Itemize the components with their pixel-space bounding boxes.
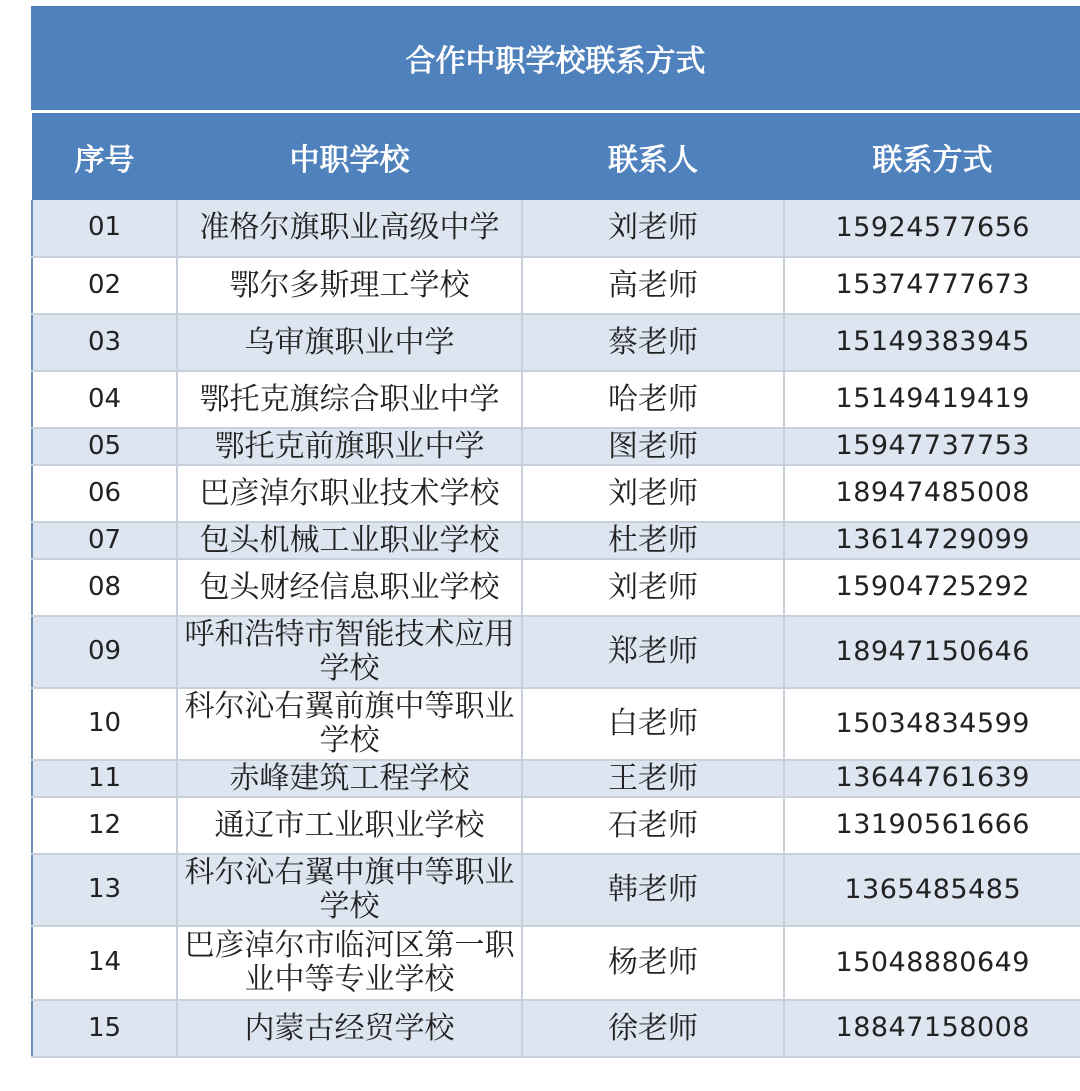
row-number-text: 10 [87,708,122,739]
contact-person-text: 图老师 [608,428,698,464]
contact-person-text: 韩老师 [608,872,698,908]
contact-person [522,428,784,465]
contact-person [522,314,784,371]
school-name [177,797,522,854]
contact-phone-text: 15034834599 [835,707,1030,739]
contact-person-text: 哈老师 [608,381,698,417]
school-name-text: 内蒙古经贸学校 [244,1010,455,1046]
school-name-text: 鄂托克旗综合职业中学 [199,381,500,417]
row-number [32,616,177,688]
row-number-text: 09 [87,636,122,667]
row-number-text: 11 [87,762,122,793]
school-name [177,1000,522,1057]
contact-phone-text: 15947737753 [835,430,1030,462]
school-name [177,760,522,797]
contact-person-text: 刘老师 [608,475,698,511]
contact-phone [784,559,1080,616]
school-name [177,371,522,428]
school-name-text: 科尔沁右翼中旗中等职业学校 [184,855,515,924]
contact-person [522,616,784,688]
table-row [32,465,1080,522]
contact-person-text: 徐老师 [608,1010,698,1046]
contact-person [522,688,784,760]
table-body [32,200,1080,1057]
contact-phone-text: 1365485485 [844,873,1022,905]
school-name-text: 包头财经信息职业学校 [199,569,500,605]
table-title: 合作中职学校联系方式 [31,6,1080,113]
contact-phone [784,1000,1080,1057]
header-school: 中职学校 [177,113,522,200]
contact-phone-text: 13644761639 [835,762,1030,794]
school-name-text: 鄂尔多斯理工学校 [229,267,470,303]
school-name-text: 科尔沁右翼前旗中等职业学校 [184,689,515,758]
contact-person-text: 刘老师 [608,210,698,246]
row-number-text: 08 [87,571,122,602]
row-number [32,926,177,1000]
row-number-text: 15 [87,1012,122,1043]
contact-person [522,760,784,797]
contact-phone-text: 13614729099 [835,524,1030,556]
contact-phone [784,257,1080,314]
row-number [32,522,177,559]
contact-phone-text: 15048880649 [835,946,1030,978]
school-name-text: 包头机械工业职业学校 [199,522,500,558]
table-row [32,314,1080,371]
row-number-text: 04 [87,383,122,414]
row-number [32,371,177,428]
contact-phone-text: 15904725292 [835,571,1030,603]
contact-phone [784,616,1080,688]
contact-person [522,200,784,257]
contact-phone [784,688,1080,760]
school-name [177,314,522,371]
contact-person [522,257,784,314]
school-name [177,616,522,688]
contact-phone-text: 13190561666 [835,809,1030,841]
row-number-text: 02 [87,269,122,300]
row-number [32,760,177,797]
row-number [32,257,177,314]
row-number [32,428,177,465]
header-contact-phone: 联系方式 [784,113,1080,200]
contact-person [522,926,784,1000]
school-name-text: 巴彦淖尔市临河区第一职业中等专业学校 [184,928,515,997]
table-row [32,257,1080,314]
contact-person-text: 杨老师 [608,945,698,981]
contact-person [522,559,784,616]
contact-phone [784,314,1080,371]
table-row [32,371,1080,428]
school-name-text: 准格尔旗职业高级中学 [199,210,500,246]
contact-person-text: 杜老师 [608,522,698,558]
school-name [177,688,522,760]
row-number [32,1000,177,1057]
school-name [177,428,522,465]
table-row [32,200,1080,257]
contact-person-text: 蔡老师 [608,324,698,360]
school-name [177,926,522,1000]
contact-phone-text: 15924577656 [835,211,1030,243]
table-row [32,559,1080,616]
school-name-text: 通辽市工业职业学校 [214,807,485,843]
contact-person-text: 石老师 [608,807,698,843]
contact-phone [784,760,1080,797]
contact-phone-text: 18947150646 [835,635,1030,667]
table-row [32,854,1080,926]
row-number [32,200,177,257]
contact-person [522,1000,784,1057]
contact-person [522,522,784,559]
row-number-text: 07 [87,524,122,555]
header-contact-person: 联系人 [522,113,784,200]
contact-person [522,371,784,428]
contact-phone [784,522,1080,559]
row-number-text: 14 [87,947,122,978]
school-name [177,559,522,616]
contact-phone-text: 18847158008 [835,1012,1030,1044]
row-number-text: 06 [87,477,122,508]
school-name-text: 鄂托克前旗职业中学 [214,428,485,464]
row-number [32,688,177,760]
contact-phone-text: 15374777673 [835,269,1030,301]
row-number [32,465,177,522]
contact-person-text: 刘老师 [608,569,698,605]
header-number: 序号 [32,113,177,200]
table-row [32,797,1080,854]
row-number [32,559,177,616]
school-name-text: 赤峰建筑工程学校 [229,760,470,796]
contact-person-text: 高老师 [608,267,698,303]
school-name-text: 呼和浩特市智能技术应用学校 [184,617,515,686]
contact-person [522,465,784,522]
row-number-text: 12 [87,809,122,840]
school-name [177,200,522,257]
row-number [32,314,177,371]
table-row [32,1000,1080,1057]
contact-person-text: 王老师 [608,760,698,796]
contact-phone [784,428,1080,465]
contact-phone-text: 18947485008 [835,477,1030,509]
contact-table-container [31,6,1080,1058]
school-name-text: 巴彦淖尔职业技术学校 [199,475,500,511]
row-number-text: 13 [87,874,122,905]
school-name [177,854,522,926]
table-row [32,688,1080,760]
contact-phone-text: 15149383945 [835,326,1030,358]
row-number-text: 01 [87,212,122,243]
contact-person [522,854,784,926]
contact-person-text: 白老师 [608,706,698,742]
table-row [32,428,1080,465]
table-row [32,926,1080,1000]
contact-phone [784,926,1080,1000]
row-number [32,854,177,926]
school-name-text: 乌审旗职业中学 [244,324,455,360]
contact-phone [784,200,1080,257]
contact-person-text: 郑老师 [608,634,698,670]
contact-phone [784,797,1080,854]
row-number [32,797,177,854]
row-number-text: 03 [87,326,122,357]
table-row [32,760,1080,797]
school-name [177,522,522,559]
contact-person [522,797,784,854]
contact-phone [784,465,1080,522]
school-name [177,257,522,314]
table-row [32,616,1080,688]
contact-table [31,113,1080,1058]
row-number-text: 05 [87,430,122,461]
table-row [32,522,1080,559]
school-name [177,465,522,522]
contact-phone-text: 15149419419 [835,383,1030,415]
contact-phone [784,371,1080,428]
contact-phone [784,854,1080,926]
header-row [32,113,1080,200]
